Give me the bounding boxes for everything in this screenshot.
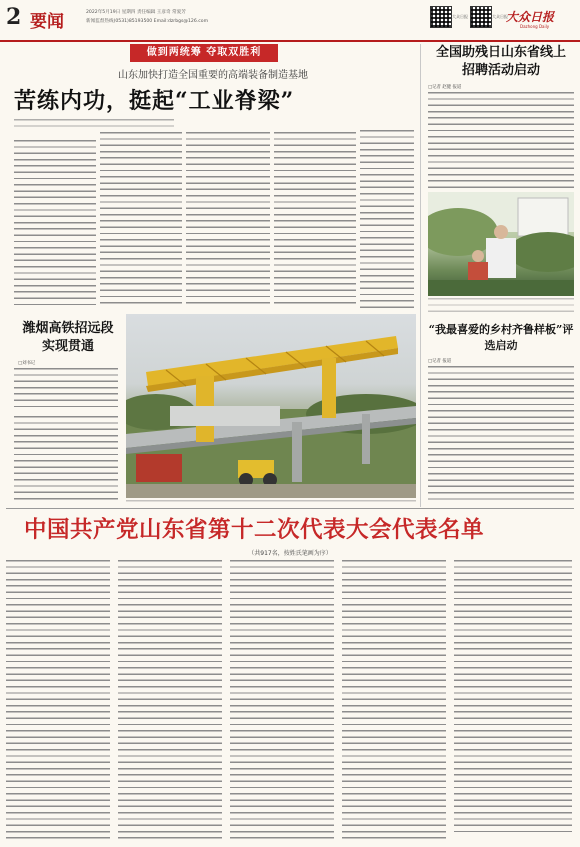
- lead-kicker: 山东加快打造全国重要的高端装备制造基地: [118, 70, 308, 81]
- lead-body-column: [14, 140, 96, 308]
- bridge-construction-photo: [126, 314, 416, 498]
- column-divider: [420, 44, 421, 507]
- photo-caption: [126, 500, 416, 505]
- lead-headline: 苦练内功，挺起“工业脊梁”: [14, 88, 295, 114]
- right-byline-2: □记者 报道: [428, 359, 452, 364]
- contact-line: 新闻监督热线(0531)85193500 Email:dzrbgs@126.com: [86, 19, 209, 24]
- delegate-name-column: [118, 560, 222, 842]
- lead-body-column: [100, 132, 182, 308]
- lead-body-column: [274, 132, 356, 308]
- right-byline-1: □记者 赵健 报道: [428, 85, 462, 90]
- qr-caption: 大众日报: [492, 14, 508, 19]
- rail-body: [14, 368, 118, 408]
- qr-caption: 大众日报: [452, 14, 468, 19]
- right-body-1: [428, 92, 574, 188]
- delegate-name-column: [230, 560, 334, 842]
- section-divider: [6, 508, 574, 509]
- issue-date-line: 2022年5月19日 星期四 责任编辑 王彦奇 常爱芳: [86, 10, 186, 15]
- rail-body: [14, 416, 118, 502]
- banner-slogan: 做到两统筹 夺取双胜利: [130, 44, 278, 62]
- lead-body-column: [360, 130, 414, 308]
- delegate-name-column: [6, 560, 110, 842]
- job-fair-illustration: [428, 192, 574, 296]
- delegate-name-column: [342, 560, 446, 842]
- section-name: 要闻: [30, 12, 64, 32]
- right-body-2: [428, 366, 574, 504]
- paper-logo: 大众日报: [506, 10, 555, 24]
- delegate-list-title: 中国共产党山东省第十二次代表大会代表名单: [24, 517, 485, 543]
- paper-logo-subtitle: Dazhong Daily: [520, 24, 550, 29]
- qr-code-icon: [470, 6, 492, 28]
- rail-byline: □刘书记: [18, 361, 36, 366]
- lead-body-column: [186, 132, 270, 308]
- rail-headline: 潍烟高铁招远段实现贯通: [22, 321, 114, 354]
- qr-code-icon: [430, 6, 452, 28]
- job-fair-photo: [428, 192, 574, 296]
- bridge-illustration: [126, 314, 416, 498]
- right-headline-1: 全国助残日山东省线上招聘活动启动: [435, 45, 566, 78]
- right-headline-2: “我最喜爱的乡村齐鲁样板”评选启动: [428, 323, 574, 352]
- lead-byline: [14, 119, 174, 131]
- page-number: 2: [6, 4, 22, 30]
- delegate-list-subtitle: （共917名，按姓氏笔画为序）: [248, 550, 332, 557]
- delegate-name-column: [454, 560, 572, 832]
- job-fair-caption: [428, 298, 574, 314]
